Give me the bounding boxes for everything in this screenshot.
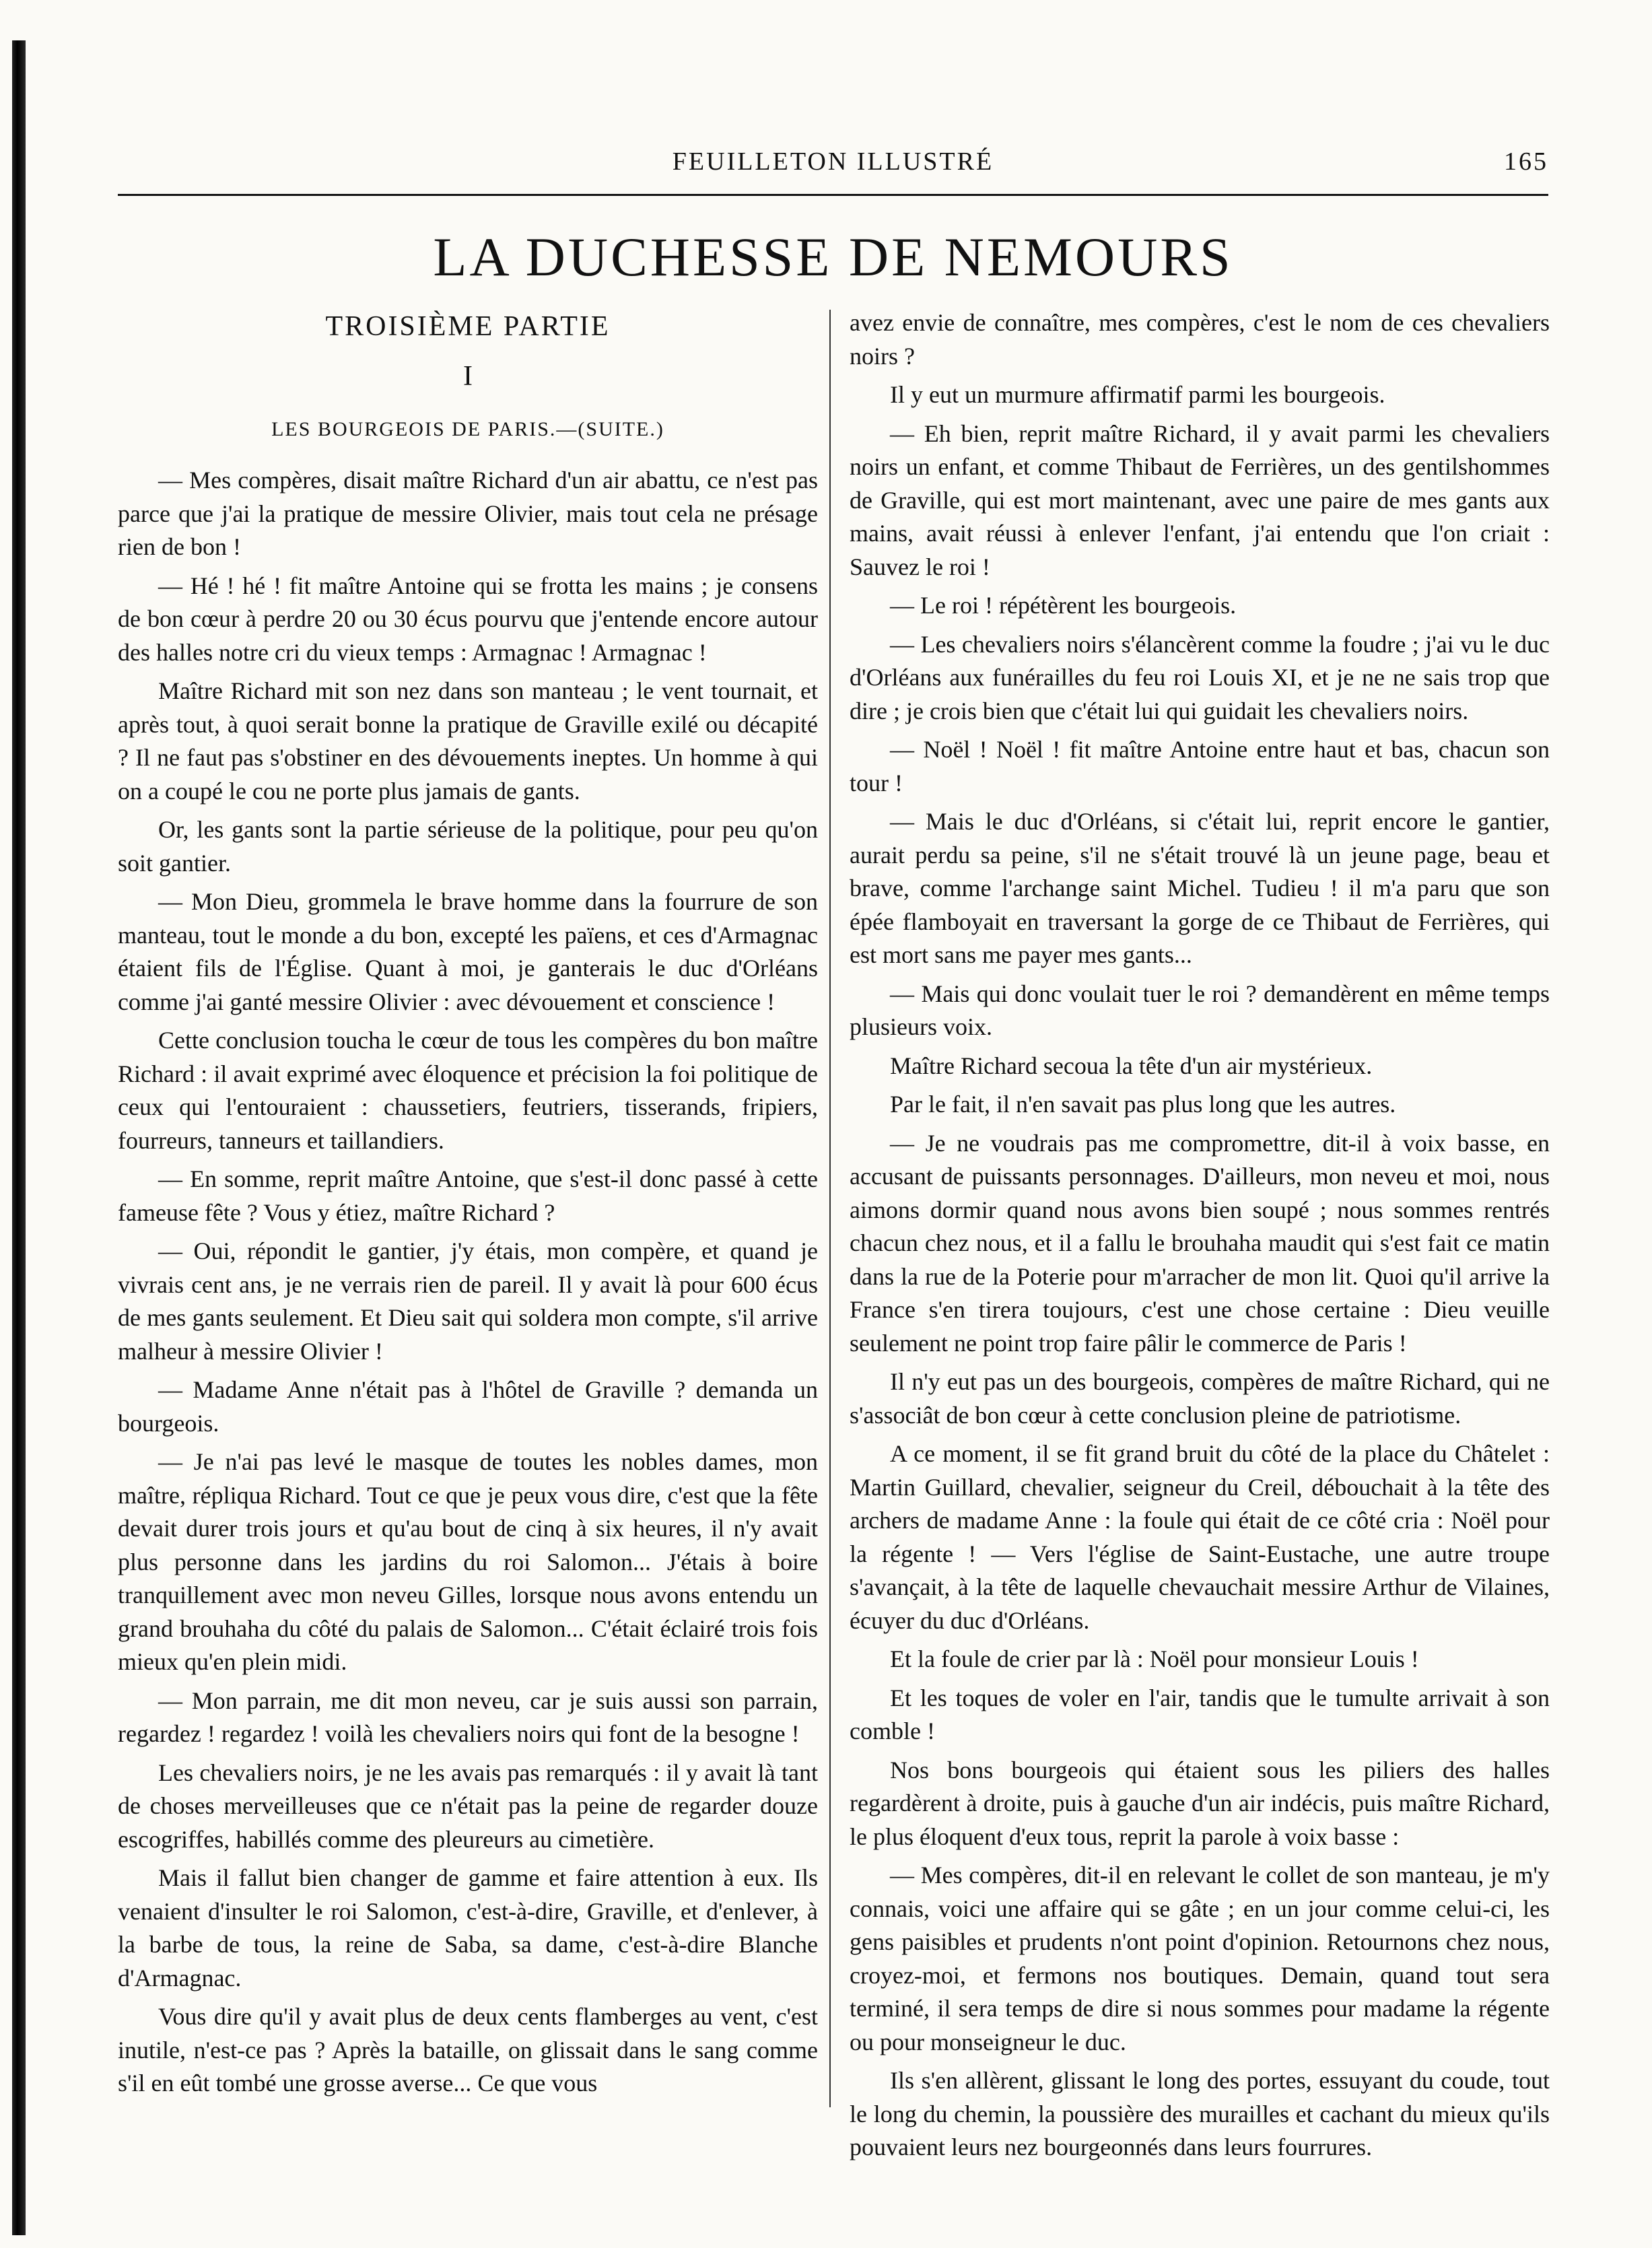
paragraph: — Eh bien, reprit maître Richard, il y avait parmi les chevaliers noirs un enfant, et comme Thibaut de Ferrières, un des gentilshommes de Graville, qui est mort maintenant, avec une paire de mes gants aux mains, avait réussi à enlever l'enfant, j'ai entendu que l'on criait : Sauvez le roi ! [850, 419, 1550, 580]
paragraph: — Je ne voudrais pas me compromettre, dit-il à voix basse, en accusant de puissants personnages. D'ailleurs, mon neveu et moi, nous aimons dormir quand nous avons bien soupé ; nous sommes rentrés chacun chez nous, et il a fallu le brouhaha maudit qui s'est fait ce matin dans la rue de la Poterie pour m'arracher de mon lit. Quoi qu'il arrive la France s'en tirera toujours, c'est une chose certaine : Dieu veuille seulement ne point trop faire pâlir le commerce de Paris ! [850, 1129, 1550, 1357]
paragraph: Il y eut un murmure affirmatif parmi les bourgeois. [890, 381, 1385, 408]
paragraph: — Hé ! hé ! fit maître Antoine qui se frotta les mains ; je consens de bon cœur à perdre 20 ou 30 écus pourvu que j'entende encore autour des halles notre cri du vieux temps : Armagnac ! Armagnac ! [118, 572, 818, 666]
paragraph: — Le roi ! répétèrent les bourgeois. [890, 592, 1237, 619]
running-header [118, 141, 1548, 182]
paragraph: Mais il fallut bien changer de gamme et faire attention à eux. Ils venaient d'insulter le roi Salomon, c'est-à-dire, Graville, et d'enlever, à la barbe de tous, la reine de Saba, sa dame, c'est-à-dire Blanche d'Armagnac. [118, 1864, 818, 1991]
paragraph: Et la foule de crier par là : Noël pour monsieur Louis ! [890, 1645, 1419, 1672]
paragraph: Nos bons bourgeois qui étaient sous les piliers des halles regardèrent à droite, puis à gauche d'un air indécis, puis maître Richard, le plus éloquent d'eux tous, reprit la parole à voix basse : [850, 1756, 1550, 1850]
header-rule [118, 194, 1548, 196]
chapter-subtitle: LES BOURGEOIS DE PARIS.—(SUITE.) [271, 418, 664, 440]
paragraph: Ils s'en allèrent, glissant le long des portes, essuyant du coude, tout le long du chemin, la poussière des murailles et cachant du mieux qu'ils pouvaient leurs nez bourgeonnés dans leurs fourrures. [850, 2067, 1550, 2160]
paragraph: Vous dire qu'il y avait plus de deux cents flamberges au vent, c'est inutile, n'est-ce pas ? Après la bataille, on glissait dans le sang comme s'il en eût tombé une grosse averse... Ce que vous [118, 2003, 818, 2097]
left-paragraphs [118, 464, 818, 2101]
running-title: FEUILLETON ILLUSTRÉ [672, 147, 994, 176]
right-column [850, 306, 1550, 2170]
paragraph: Maître Richard secoua la tête d'un air mystérieux. [890, 1052, 1373, 1079]
paragraph: — Oui, répondit le gantier, j'y étais, mon compère, et quand je vivrais cent ans, je ne verrais rien de pareil. Il y avait là pour 600 écus de mes gants seulement. Et Dieu sait qui soldera mon compte, s'il arrive malheur à messire Olivier ! [118, 1237, 818, 1365]
paragraph: avez envie de connaître, mes compères, c'est le nom de ces chevaliers noirs ? [850, 309, 1550, 370]
right-paragraphs [850, 306, 1550, 2165]
paragraph: — Mes compères, dit-il en relevant le collet de son manteau, je m'y connais, voici une affaire qui se gâte ; en un jour comme celui-ci, les gens paisibles et prudents n'ont point d'opinion. Retournons chez nous, croyez-moi, et fermons nos boutiques. Demain, quand tout sera terminé, il sera temps de dire si nous sommes pour madame la régente ou pour monseigneur le duc. [850, 1862, 1550, 2055]
paragraph: — Mes compères, disait maître Richard d'un air abattu, ce n'est pas parce que j'ai la pratique de messire Olivier, mais tout cela ne présage rien de bon ! [118, 467, 818, 560]
paragraph: Or, les gants sont la partie sérieuse de la politique, pour peu qu'on soit gantier. [118, 816, 818, 877]
paragraph: Cette conclusion toucha le cœur de tous les compères du bon maître Richard : il avait exprimé avec éloquence et précision la foi politique de ceux qui l'entouraient : chaussetiers, feutriers, tisserands, fripiers, fourreurs, tanneurs et taillandiers. [118, 1027, 818, 1154]
paragraph: Les chevaliers noirs, je ne les avais pas remarqués : il y avait là tant de choses merveilleuses que ce n'était pas la peine de regarder douze escogriffes, habillés comme des pleureurs au cimetière. [118, 1759, 818, 1853]
chapter-number: I [463, 361, 473, 392]
page-number: 165 [1504, 147, 1548, 176]
paragraph: Il n'y eut pas un des bourgeois, compères de maître Richard, qui ne s'associât de bon cœur à cette conclusion pleine de patriotisme. [850, 1368, 1550, 1429]
paragraph: Maître Richard mit son nez dans son manteau ; le vent tournait, et après tout, à quoi serait bonne la pratique de Graville exilé ou décapité ? Il ne faut pas s'obstiner en des dévouements ineptes. Un homme à qui on a coupé le cou ne porte plus jamais de gants. [118, 677, 818, 805]
article-title: LA DUCHESSE DE NEMOURS [433, 226, 1233, 287]
part-heading: TROISIÈME PARTIE [325, 311, 611, 342]
paragraph: — Je n'ai pas levé le masque de toutes les nobles dames, mon maître, répliqua Richard. Tout ce que je peux vous dire, c'est que la fête devait durer trois jours et qu'au bout de cinq à six heures, il n'y avait plus personne dans les jardins du roi Salomon... J'étais à boire tranquillement avec mon neveu Gilles, lorsque nous avons entendu un grand brouhaha du côté du palais de Salomon... C'était éclairé trois fois mieux qu'en plein midi. [118, 1448, 818, 1675]
paragraph: A ce moment, il se fit grand bruit du côté de la place du Châtelet : Martin Guillard, chevalier, seigneur du Creil, débouchait à la tête des archers de madame Anne : la foule qui était de ce côté cria : Noël pour la régente ! — Vers l'église de Saint-Eustache, une autre troupe s'avançait, à la tête de laquelle chevauchait messire Arthur de Vilaines, écuyer du duc d'Orléans. [850, 1440, 1550, 1634]
left-column [118, 306, 818, 2106]
paragraph: — En somme, reprit maître Antoine, que s'est-il donc passé à cette fameuse fête ? Vous y étiez, maître Richard ? [118, 1165, 818, 1226]
paragraph: — Madame Anne n'était pas à l'hôtel de Graville ? demanda un bourgeois. [118, 1376, 818, 1437]
paragraph: — Mais le duc d'Orléans, si c'était lui, reprit encore le gantier, aurait perdu sa peine, s'il ne s'était trouvé là un jeune page, beau et brave, comme l'archange saint Michel. Tudieu ! il m'a paru que son épée flamboyait en traversant la gorge de ce Thibaut de Ferrières, qui est mort sans me payer mes gants... [850, 808, 1550, 968]
paragraph: — Les chevaliers noirs s'élancèrent comme la foudre ; j'ai vu le duc d'Orléans aux funérailles du feu roi Louis XI, et je ne ne sais trop que dire ; je crois bien que c'était lui qui guidait les chevaliers noirs. [850, 630, 1550, 724]
paragraph: — Mon parrain, me dit mon neveu, car je suis aussi son parrain, regardez ! regardez ! voilà les chevaliers noirs qui font de la besogne ! [118, 1687, 818, 1747]
paragraph: — Mon Dieu, grommela le brave homme dans la fourrure de son manteau, tout le monde a du bon, excepté les païens, et ces d'Armagnac étaient fils de l'Église. Quant à moi, je ganterais le duc d'Orléans comme j'ai ganté messire Olivier : avec dévouement et conscience ! [118, 888, 818, 1015]
paragraph: — Mais qui donc voulait tuer le roi ? demandèrent en même temps plusieurs voix. [850, 980, 1550, 1040]
paragraph: Par le fait, il n'en savait pas plus long que les autres. [890, 1091, 1396, 1118]
paragraph: Et les toques de voler en l'air, tandis que le tumulte arrivait à son comble ! [850, 1684, 1550, 1744]
column-divider [829, 310, 831, 2107]
binding-edge [12, 40, 26, 2235]
paragraph: — Noël ! Noël ! fit maître Antoine entre haut et bas, chacun son tour ! [850, 736, 1550, 796]
